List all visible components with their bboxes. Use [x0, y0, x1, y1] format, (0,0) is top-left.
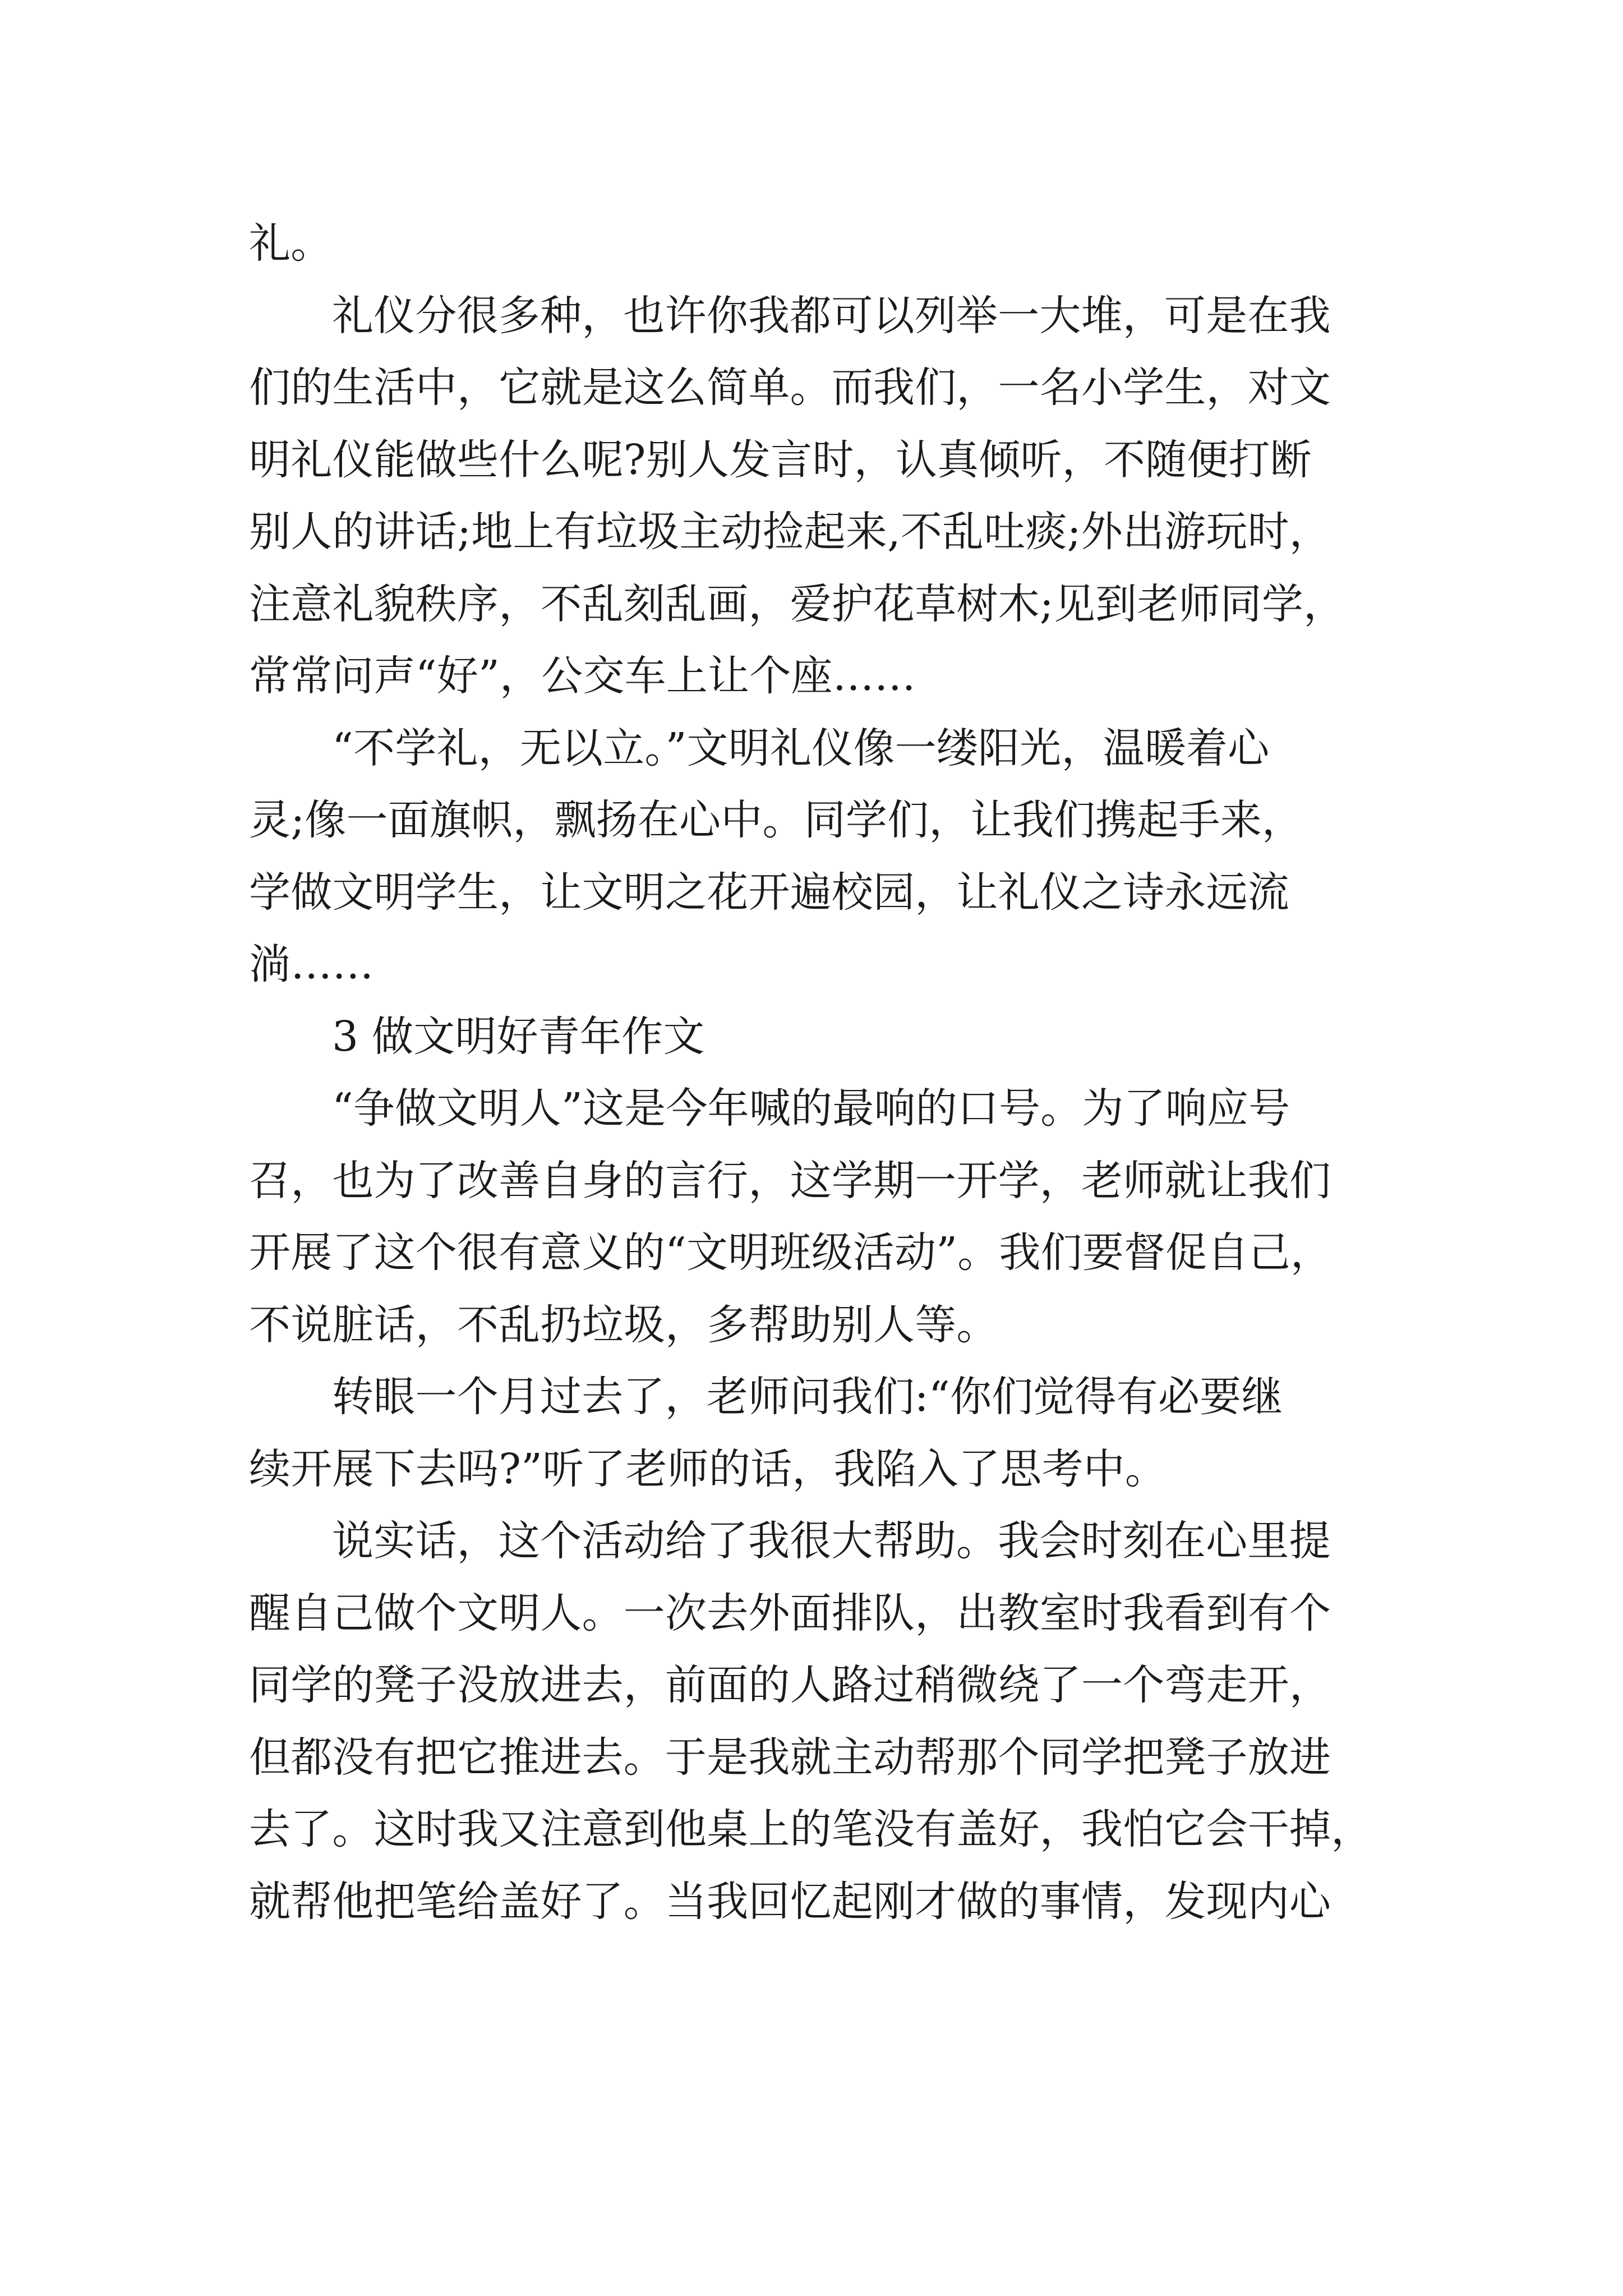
text-line: 续开展下去吗?”听了老师的话，我陷入了思考中。	[249, 1444, 1167, 1493]
text-line: 灵;像一面旗帜，飘扬在心中。同学们，让我们携起手来，	[249, 796, 1304, 844]
text-line: 礼。	[249, 219, 333, 268]
text-line: 但都没有把它推进去。于是我就主动帮那个同学把凳子放进	[249, 1733, 1331, 1782]
section-heading: 3 做文明好青年作文	[332, 1012, 705, 1061]
text-line: 注意礼貌秩序，不乱刻乱画，爱护花草树木;见到老师同学，	[249, 579, 1345, 628]
text-line: 说实话，这个活动给了我很大帮助。我会时刻在心里提	[332, 1517, 1331, 1565]
document-body	[249, 208, 1393, 1938]
text-line: 们的生活中，它就是这么简单。而我们，一名小学生，对文	[249, 364, 1331, 412]
text-line: 明礼仪能做些什么呢?别人发言时，认真倾听，不随便打断	[249, 435, 1312, 484]
text-line: “不学礼，无以立。”文明礼仪像一缕阳光，温暖着心	[332, 724, 1270, 772]
text-line: 就帮他把笔给盖好了。当我回忆起刚才做的事情，发现内心	[249, 1877, 1331, 1926]
text-line: 同学的凳子没放进去，前面的人路过稍微绕了一个弯走开，	[249, 1661, 1331, 1709]
text-line: 去了。这时我又注意到他桌上的笔没有盖好，我怕它会干掉，	[249, 1805, 1373, 1853]
text-line: 别人的讲话;地上有垃圾主动捡起来,不乱吐痰;外出游玩时，	[249, 508, 1331, 556]
text-line: “争做文明人”这是今年喊的最响的口号。为了响应号	[332, 1084, 1290, 1133]
text-line: 常常问声“好”，公交车上让个座……	[249, 652, 916, 700]
text-line: 礼仪分很多种，也许你我都可以列举一大堆，可是在我	[332, 291, 1331, 340]
text-line: 淌……	[249, 940, 374, 988]
text-line: 召，也为了改善自身的言行，这学期一开学，老师就让我们	[249, 1156, 1331, 1205]
text-line: 不说脏话，不乱扔垃圾，多帮助别人等。	[249, 1300, 998, 1349]
text-line: 醒自己做个文明人。一次去外面排队，出教室时我看到有个	[249, 1589, 1331, 1637]
text-line: 开展了这个很有意义的“文明班级活动”。我们要督促自己，	[249, 1228, 1332, 1277]
text-line: 转眼一个月过去了，老师问我们:“你们觉得有必要继	[332, 1373, 1283, 1421]
text-line: 学做文明学生，让文明之花开遍校园，让礼仪之诗永远流	[249, 868, 1289, 917]
